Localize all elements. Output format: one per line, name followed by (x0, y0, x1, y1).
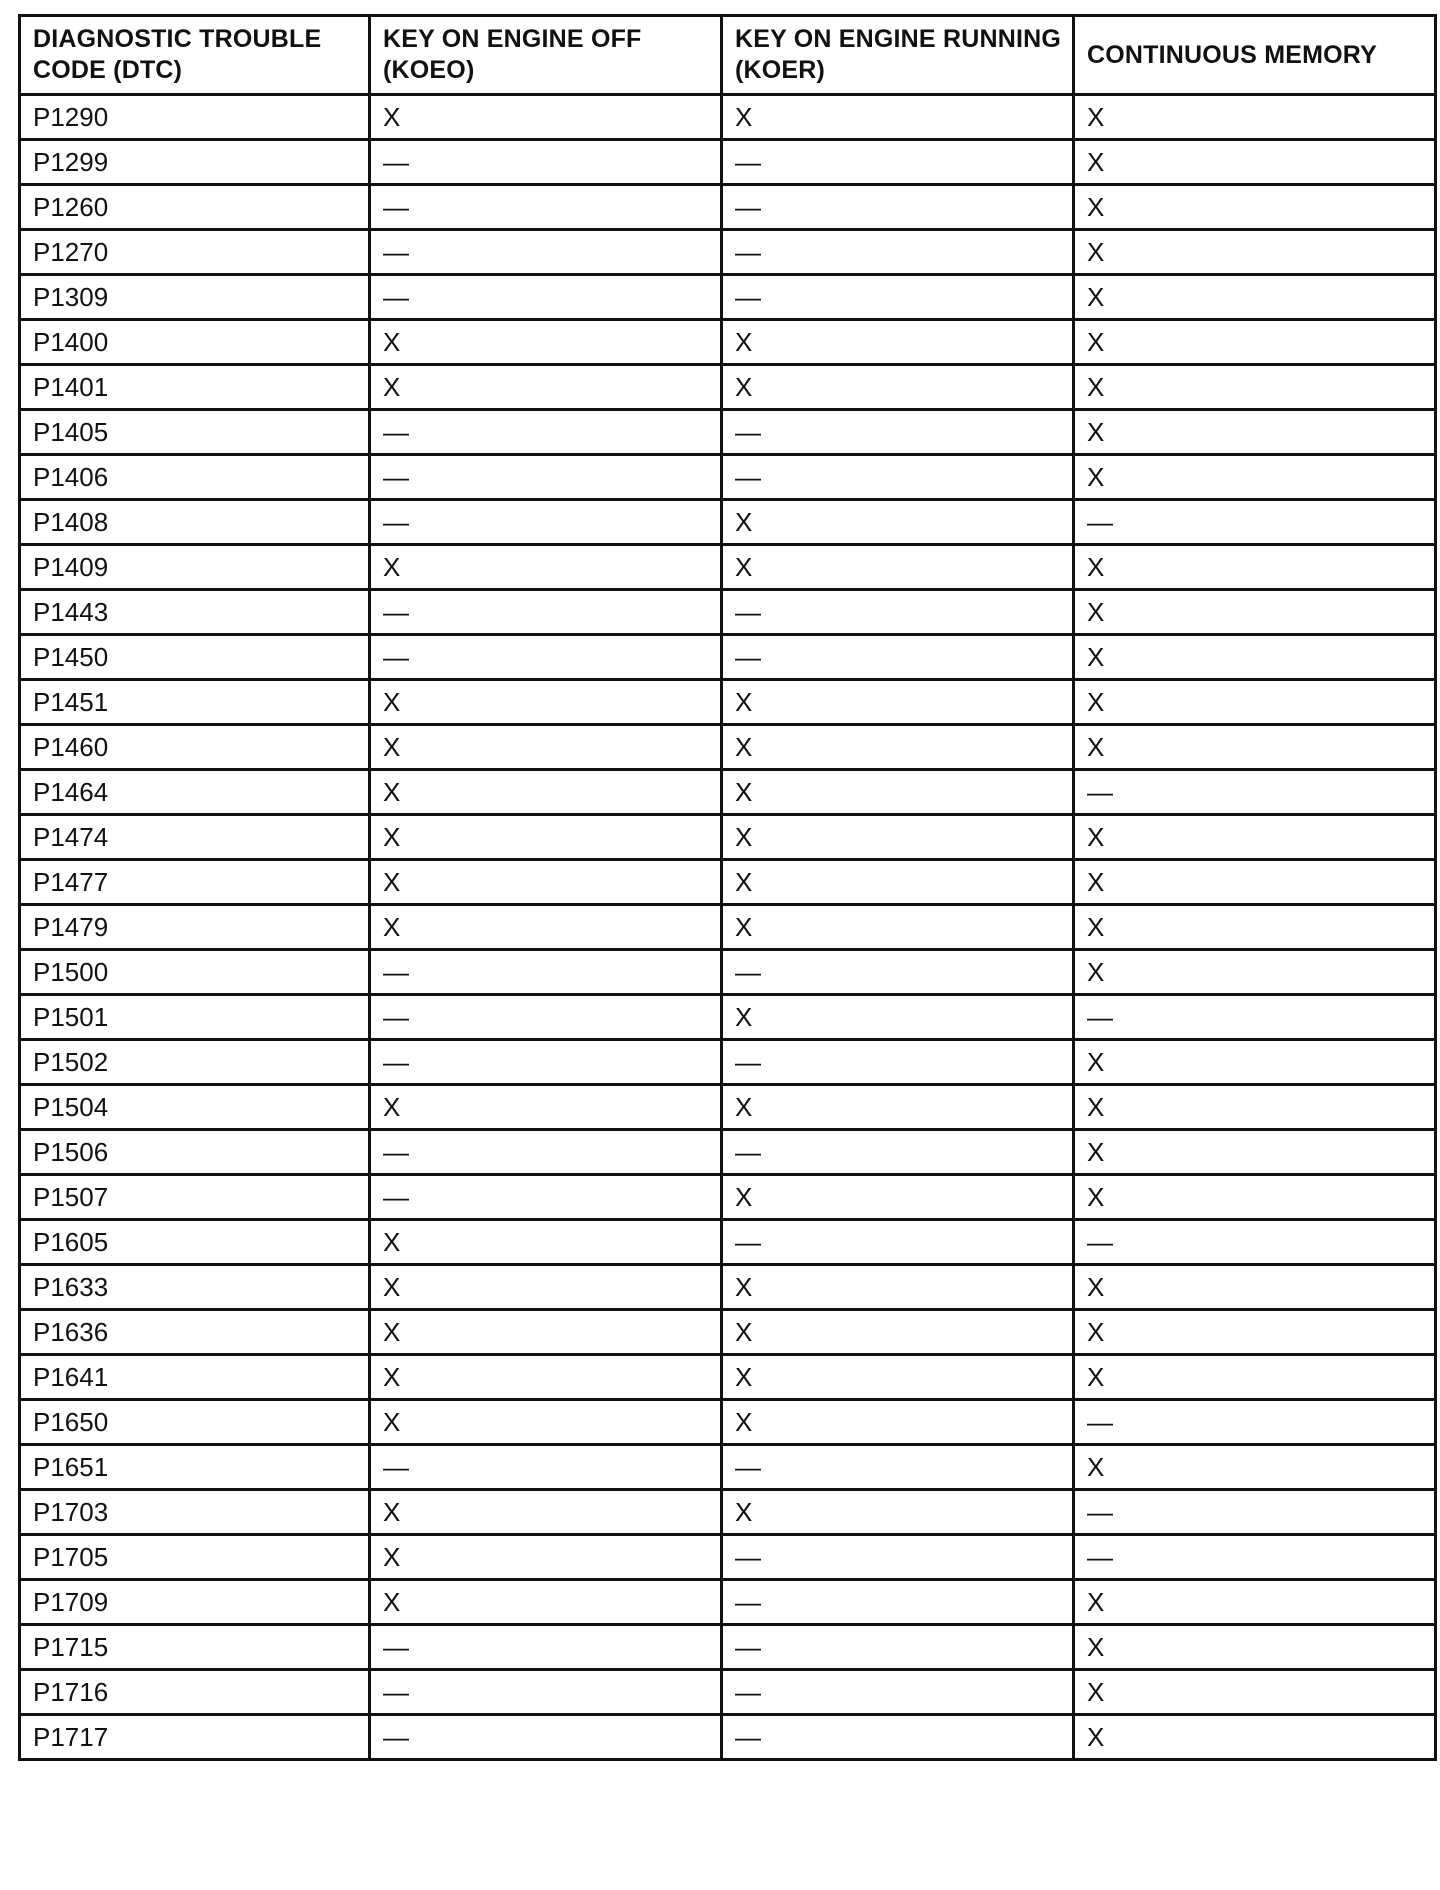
koer-cell: X (722, 320, 1074, 365)
koeo-cell: — (370, 1175, 722, 1220)
koeo-cell: — (370, 1130, 722, 1175)
continuous-memory-cell: X (1074, 725, 1436, 770)
koeo-cell: — (370, 455, 722, 500)
continuous-memory-cell: X (1074, 815, 1436, 860)
continuous-memory-cell: X (1074, 275, 1436, 320)
koeo-cell: — (370, 1625, 722, 1670)
dtc-code-cell: P1502 (20, 1040, 370, 1085)
dtc-code-cell: P1641 (20, 1355, 370, 1400)
table-row (20, 1625, 1436, 1670)
koeo-cell: X (370, 905, 722, 950)
continuous-memory-cell: X (1074, 365, 1436, 410)
koer-cell: X (722, 95, 1074, 140)
table-row (20, 1040, 1436, 1085)
table-row (20, 500, 1436, 545)
koer-cell: X (722, 545, 1074, 590)
dtc-code-cell: P1709 (20, 1580, 370, 1625)
continuous-memory-cell: — (1074, 1400, 1436, 1445)
koer-cell: — (722, 1040, 1074, 1085)
table-row (20, 455, 1436, 500)
table-row (20, 905, 1436, 950)
koer-cell: — (722, 1715, 1074, 1760)
koer-cell: X (722, 725, 1074, 770)
koer-cell: X (722, 1175, 1074, 1220)
header-koeo: KEY ON ENGINE OFF (KOEO) (370, 16, 722, 95)
continuous-memory-cell: X (1074, 230, 1436, 275)
koeo-cell: X (370, 365, 722, 410)
dtc-code-cell: P1605 (20, 1220, 370, 1265)
continuous-memory-cell: X (1074, 1670, 1436, 1715)
koer-cell: X (722, 1265, 1074, 1310)
continuous-memory-cell: X (1074, 545, 1436, 590)
dtc-code-cell: P1507 (20, 1175, 370, 1220)
koeo-cell: — (370, 230, 722, 275)
continuous-memory-cell: X (1074, 1445, 1436, 1490)
koer-cell: — (722, 1580, 1074, 1625)
koeo-cell: — (370, 275, 722, 320)
koeo-cell: X (370, 1265, 722, 1310)
header-continuous-memory: CONTINUOUS MEMORY (1074, 16, 1436, 95)
continuous-memory-cell: X (1074, 1625, 1436, 1670)
koeo-cell: X (370, 770, 722, 815)
table-row (20, 1265, 1436, 1310)
koer-cell: — (722, 950, 1074, 995)
table-row (20, 410, 1436, 455)
dtc-code-cell: P1443 (20, 590, 370, 635)
koeo-cell: X (370, 1220, 722, 1265)
dtc-test-mode-table (18, 14, 1437, 1761)
koer-cell: X (722, 1490, 1074, 1535)
koer-cell: — (722, 590, 1074, 635)
koer-cell: — (722, 1445, 1074, 1490)
dtc-code-cell: P1290 (20, 95, 370, 140)
continuous-memory-cell: — (1074, 1220, 1436, 1265)
koeo-cell: X (370, 1355, 722, 1400)
dtc-code-cell: P1651 (20, 1445, 370, 1490)
dtc-code-cell: P1464 (20, 770, 370, 815)
continuous-memory-cell: — (1074, 1490, 1436, 1535)
table-row (20, 950, 1436, 995)
koer-cell: — (722, 1535, 1074, 1580)
koer-cell: X (722, 905, 1074, 950)
dtc-code-cell: P1401 (20, 365, 370, 410)
table-row (20, 1175, 1436, 1220)
table-row (20, 140, 1436, 185)
table-header (20, 16, 1436, 95)
continuous-memory-cell: X (1074, 1580, 1436, 1625)
koer-cell: X (722, 1355, 1074, 1400)
koeo-cell: — (370, 590, 722, 635)
table-row (20, 1220, 1436, 1265)
koer-cell: — (722, 275, 1074, 320)
table-row (20, 365, 1436, 410)
continuous-memory-cell: X (1074, 95, 1436, 140)
koeo-cell: X (370, 1310, 722, 1355)
koer-cell: X (722, 815, 1074, 860)
continuous-memory-cell: X (1074, 1175, 1436, 1220)
continuous-memory-cell: — (1074, 500, 1436, 545)
koeo-cell: — (370, 1715, 722, 1760)
koeo-cell: X (370, 1490, 722, 1535)
koeo-cell: X (370, 1085, 722, 1130)
koeo-cell: — (370, 1445, 722, 1490)
koeo-cell: X (370, 1535, 722, 1580)
koeo-cell: X (370, 860, 722, 905)
table-row (20, 995, 1436, 1040)
koer-cell: — (722, 230, 1074, 275)
continuous-memory-cell: X (1074, 1355, 1436, 1400)
header-dtc: DIAGNOSTIC TROUBLE CODE (DTC) (20, 16, 370, 95)
continuous-memory-cell: X (1074, 1085, 1436, 1130)
continuous-memory-cell: X (1074, 1715, 1436, 1760)
koer-cell: — (722, 1220, 1074, 1265)
koeo-cell: X (370, 545, 722, 590)
dtc-code-cell: P1409 (20, 545, 370, 590)
table-row (20, 1400, 1436, 1445)
koeo-cell: — (370, 950, 722, 995)
dtc-code-cell: P1501 (20, 995, 370, 1040)
koeo-cell: — (370, 1670, 722, 1715)
continuous-memory-cell: X (1074, 635, 1436, 680)
koeo-cell: X (370, 320, 722, 365)
dtc-code-cell: P1633 (20, 1265, 370, 1310)
continuous-memory-cell: X (1074, 410, 1436, 455)
dtc-code-cell: P1703 (20, 1490, 370, 1535)
koeo-cell: X (370, 680, 722, 725)
dtc-code-cell: P1717 (20, 1715, 370, 1760)
continuous-memory-cell: X (1074, 1310, 1436, 1355)
dtc-code-cell: P1450 (20, 635, 370, 680)
continuous-memory-cell: X (1074, 320, 1436, 365)
table-row (20, 230, 1436, 275)
dtc-code-cell: P1716 (20, 1670, 370, 1715)
koer-cell: X (722, 365, 1074, 410)
koer-cell: — (722, 1670, 1074, 1715)
koer-cell: X (722, 860, 1074, 905)
table-body (20, 95, 1436, 1760)
continuous-memory-cell: X (1074, 1130, 1436, 1175)
continuous-memory-cell: X (1074, 1265, 1436, 1310)
koer-cell: — (722, 455, 1074, 500)
table-row (20, 545, 1436, 590)
koeo-cell: X (370, 725, 722, 770)
koeo-cell: — (370, 1040, 722, 1085)
table-row (20, 815, 1436, 860)
continuous-memory-cell: X (1074, 680, 1436, 725)
table-row (20, 1355, 1436, 1400)
koeo-cell: X (370, 1400, 722, 1445)
koeo-cell: — (370, 185, 722, 230)
koer-cell: X (722, 1400, 1074, 1445)
koer-cell: X (722, 770, 1074, 815)
dtc-code-cell: P1500 (20, 950, 370, 995)
dtc-code-cell: P1705 (20, 1535, 370, 1580)
dtc-code-cell: P1715 (20, 1625, 370, 1670)
koeo-cell: — (370, 995, 722, 1040)
table-row (20, 1310, 1436, 1355)
koeo-cell: — (370, 500, 722, 545)
table-row (20, 860, 1436, 905)
koeo-cell: X (370, 1580, 722, 1625)
table-row (20, 1130, 1436, 1175)
koer-cell: — (722, 1130, 1074, 1175)
header-koer: KEY ON ENGINE RUNNING (KOER) (722, 16, 1074, 95)
table-row (20, 185, 1436, 230)
koer-cell: — (722, 410, 1074, 455)
table-row (20, 680, 1436, 725)
table-row (20, 590, 1436, 635)
continuous-memory-cell: X (1074, 590, 1436, 635)
dtc-code-cell: P1474 (20, 815, 370, 860)
table-row (20, 635, 1436, 680)
dtc-code-cell: P1504 (20, 1085, 370, 1130)
table-row (20, 1085, 1436, 1130)
table-row (20, 1535, 1436, 1580)
dtc-code-cell: P1650 (20, 1400, 370, 1445)
koer-cell: X (722, 995, 1074, 1040)
koer-cell: — (722, 635, 1074, 680)
continuous-memory-cell: — (1074, 1535, 1436, 1580)
table-row (20, 770, 1436, 815)
dtc-code-cell: P1400 (20, 320, 370, 365)
dtc-code-cell: P1309 (20, 275, 370, 320)
header-row (20, 16, 1436, 95)
table-row (20, 1490, 1436, 1535)
koeo-cell: — (370, 635, 722, 680)
table-row (20, 320, 1436, 365)
continuous-memory-cell: — (1074, 995, 1436, 1040)
koer-cell: — (722, 140, 1074, 185)
table-row (20, 275, 1436, 320)
continuous-memory-cell: X (1074, 860, 1436, 905)
koer-cell: X (722, 1310, 1074, 1355)
continuous-memory-cell: X (1074, 1040, 1436, 1085)
table-row (20, 1580, 1436, 1625)
dtc-code-cell: P1636 (20, 1310, 370, 1355)
dtc-code-cell: P1260 (20, 185, 370, 230)
koer-cell: — (722, 185, 1074, 230)
table-row (20, 1715, 1436, 1760)
dtc-code-cell: P1477 (20, 860, 370, 905)
koer-cell: X (722, 680, 1074, 725)
dtc-code-cell: P1406 (20, 455, 370, 500)
dtc-code-cell: P1299 (20, 140, 370, 185)
table-row (20, 1670, 1436, 1715)
koer-cell: X (722, 500, 1074, 545)
table-row (20, 1445, 1436, 1490)
koeo-cell: — (370, 410, 722, 455)
koeo-cell: — (370, 140, 722, 185)
dtc-code-cell: P1506 (20, 1130, 370, 1175)
koer-cell: — (722, 1625, 1074, 1670)
dtc-code-cell: P1408 (20, 500, 370, 545)
koeo-cell: X (370, 815, 722, 860)
dtc-code-cell: P1451 (20, 680, 370, 725)
table-row (20, 95, 1436, 140)
dtc-code-cell: P1270 (20, 230, 370, 275)
dtc-code-cell: P1460 (20, 725, 370, 770)
continuous-memory-cell: X (1074, 185, 1436, 230)
continuous-memory-cell: — (1074, 770, 1436, 815)
table-row (20, 725, 1436, 770)
continuous-memory-cell: X (1074, 140, 1436, 185)
dtc-code-cell: P1479 (20, 905, 370, 950)
koeo-cell: X (370, 95, 722, 140)
continuous-memory-cell: X (1074, 455, 1436, 500)
continuous-memory-cell: X (1074, 950, 1436, 995)
dtc-code-cell: P1405 (20, 410, 370, 455)
koer-cell: X (722, 1085, 1074, 1130)
continuous-memory-cell: X (1074, 905, 1436, 950)
